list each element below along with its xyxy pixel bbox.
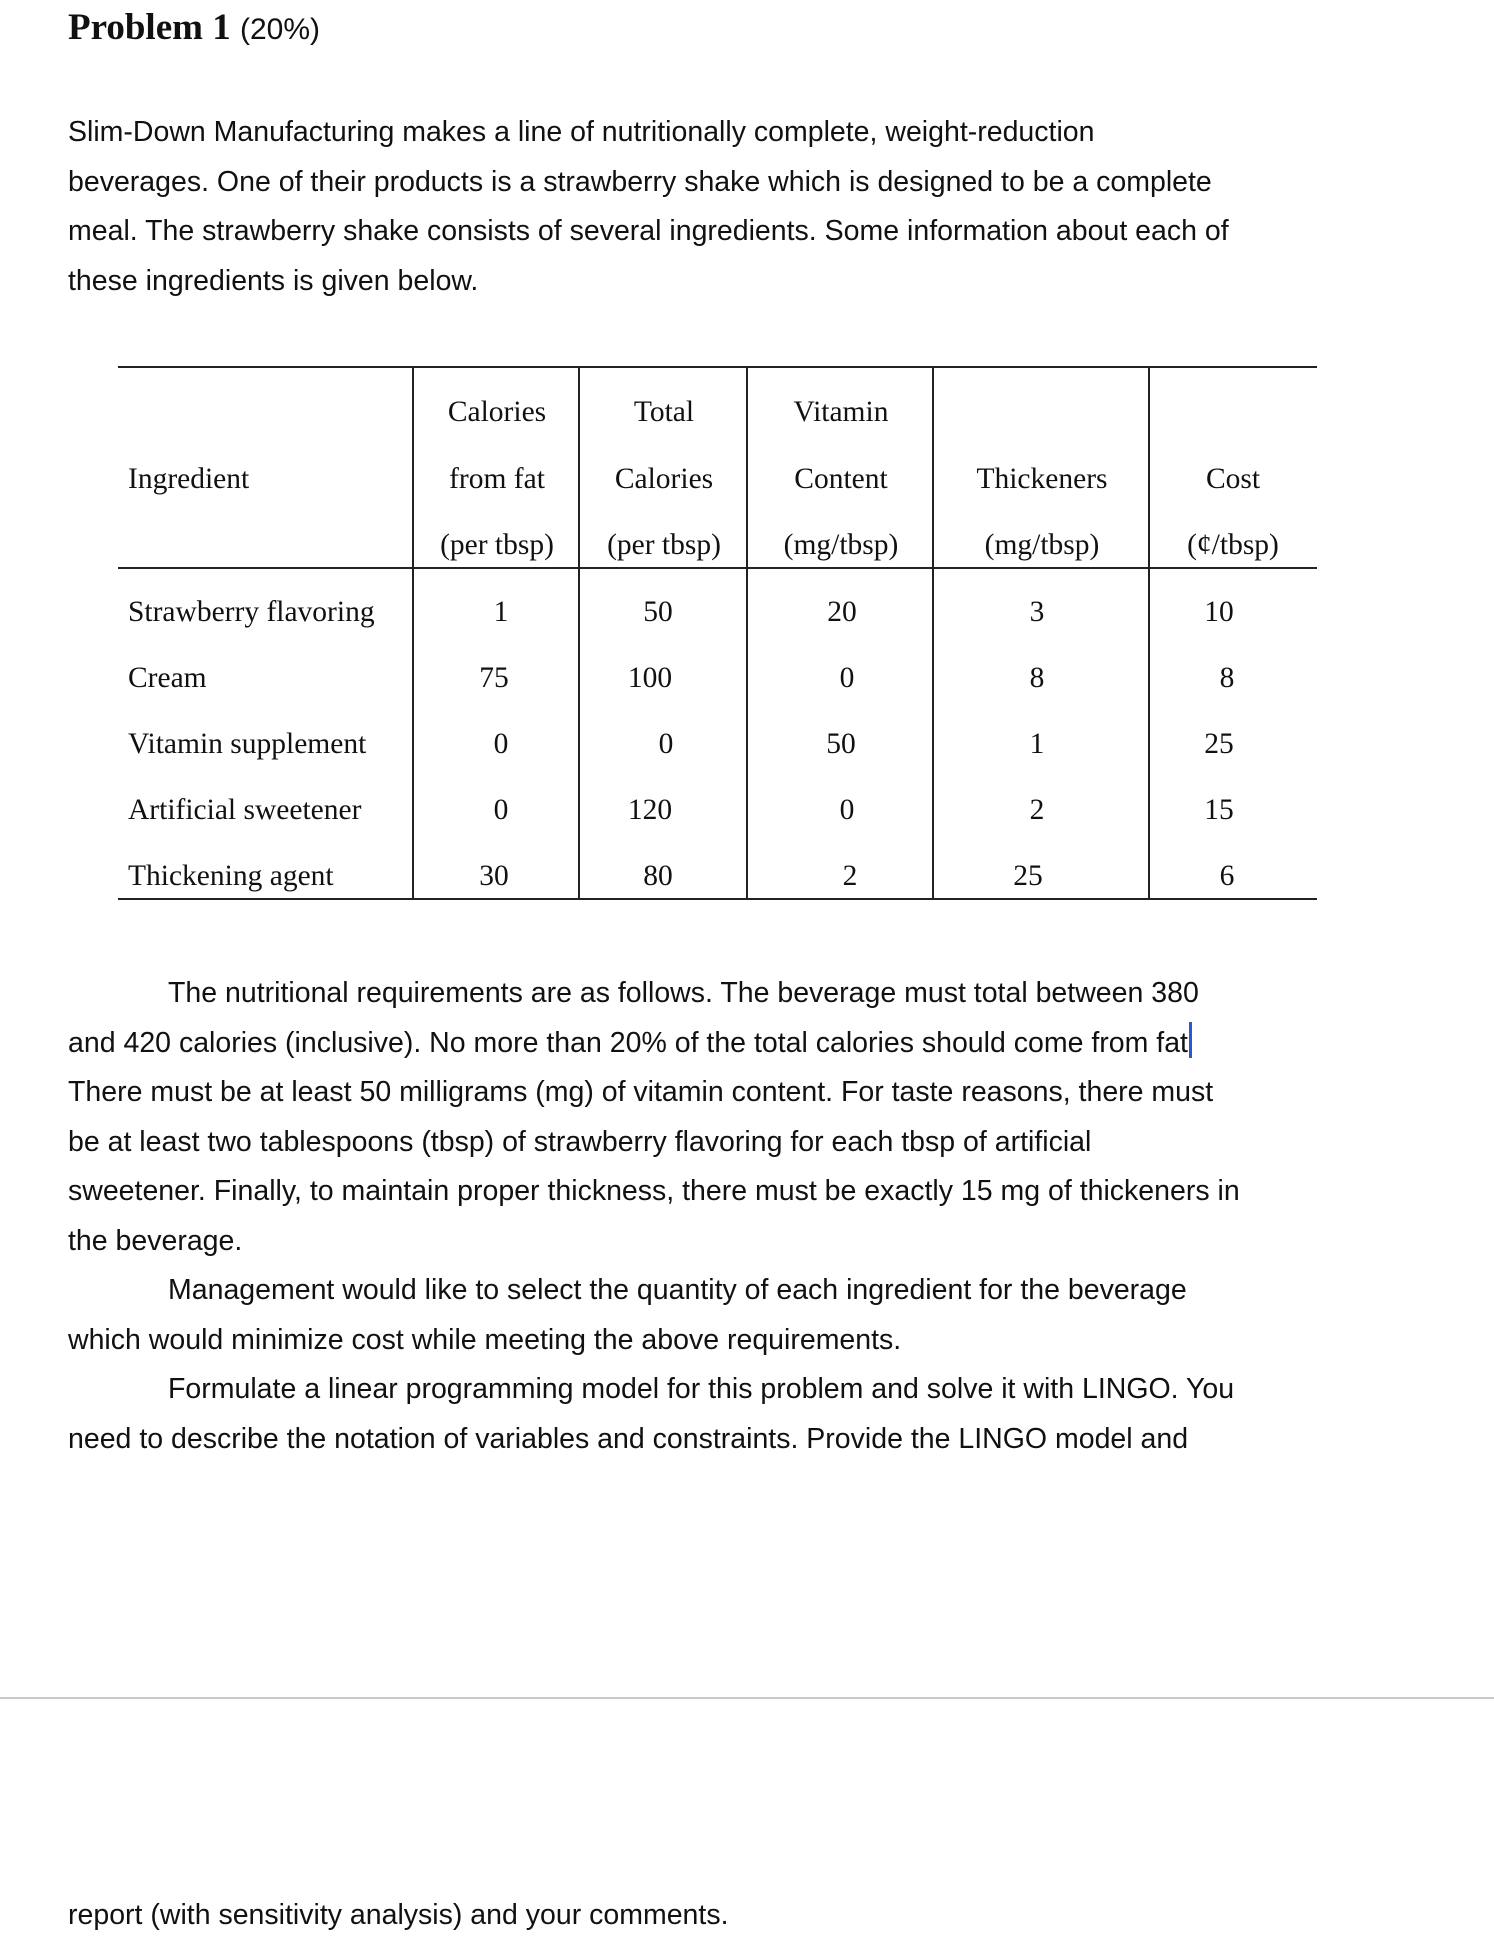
header-calories-from-fat: Calories: [447, 396, 547, 428]
requirements-line: be at least two tablespoons (tbsp) of strawberry flavoring for each tbsp of artificial: [68, 1125, 1092, 1158]
requirements-paragraph: [68, 969, 1368, 1464]
cell-total-calories: 50: [643, 596, 673, 628]
cell-ingredient: Cream: [128, 662, 207, 694]
management-line: which would minimize cost while meeting the above requirements.: [68, 1323, 902, 1356]
requirements-line-text: and 420 calories (inclusive). No more than 20% of the total calories should come from fat: [68, 1026, 1188, 1059]
management-line: Management would like to select the quantity of each ingredient for the beverage: [168, 1274, 1187, 1306]
intro-line: meal. The strawberry shake consists of several ingredients. Some information about each of: [68, 215, 1229, 247]
cell-total-calories: 80: [643, 860, 673, 892]
cell-ingredient: Artificial sweetener: [128, 794, 362, 826]
cell-thickeners: 8: [1029, 662, 1045, 694]
cell-cost: 15: [1204, 794, 1234, 826]
cell-total-calories: 0: [658, 728, 674, 760]
cell-cost: 8: [1219, 662, 1235, 694]
table-column-divider: [932, 366, 934, 900]
table-column-divider: [1148, 366, 1150, 900]
cell-vitamin-content: 0: [839, 794, 855, 826]
ingredient-table: [118, 366, 1317, 900]
cell-calories-from-fat: 0: [493, 728, 509, 760]
header-ingredient: Ingredient: [128, 463, 250, 495]
intro-line: beverages. One of their products is a strawberry shake which is designed to be a complete: [68, 165, 1212, 198]
cell-thickeners: 25: [1013, 860, 1043, 892]
cell-vitamin-content: 50: [826, 728, 856, 760]
header-total-calories: Calories: [614, 463, 714, 495]
cell-calories-from-fat: 0: [493, 794, 509, 826]
cell-ingredient: Thickening agent: [128, 860, 334, 892]
cell-cost: 10: [1204, 596, 1234, 628]
table-column-divider: [746, 366, 748, 900]
task-line: need to describe the notation of variables and constraints. Provide the LINGO model and: [68, 1422, 1189, 1455]
table-bottom-rule: [118, 898, 1317, 900]
cell-ingredient: Vitamin supplement: [128, 728, 367, 760]
cell-vitamin-content: 20: [827, 596, 857, 628]
cell-thickeners: 2: [1029, 794, 1045, 826]
problem-weight: (20%): [239, 13, 320, 46]
cell-total-calories: 100: [627, 662, 673, 694]
cell-ingredient: Strawberry flavoring: [128, 596, 375, 628]
cell-cost: 25: [1204, 728, 1234, 760]
requirements-line: [68, 1019, 1368, 1069]
cell-calories-from-fat: 75: [479, 662, 509, 694]
table-header-rule: [118, 567, 1317, 569]
continuation-line: report (with sensitivity analysis) and your comments.: [68, 1899, 729, 1931]
intro-line: these ingredients is given below.: [68, 264, 479, 297]
header-cost: (¢/tbsp): [1187, 529, 1279, 561]
intro-line: Slim-Down Manufacturing makes a line of nutritionally complete, weight-reduction: [68, 116, 1095, 148]
header-cost: Cost: [1205, 463, 1261, 495]
problem-title: [68, 6, 320, 49]
cell-total-calories: 120: [627, 794, 673, 826]
header-thickeners: Thickeners: [976, 463, 1108, 495]
requirements-line: The nutritional requirements are as follows. The beverage must total between 380: [168, 977, 1199, 1009]
cell-vitamin-content: 0: [839, 662, 855, 694]
requirements-line: There must be at least 50 milligrams (mg) of vitamin content. For taste reasons, there must: [68, 1076, 1214, 1108]
header-calories-from-fat: from fat: [449, 463, 545, 495]
cell-thickeners: 3: [1029, 596, 1045, 628]
header-vitamin-content: Vitamin: [793, 396, 889, 428]
problem-title-main: Problem 1: [68, 7, 231, 48]
cell-cost: 6: [1219, 860, 1235, 892]
header-vitamin-content: (mg/tbsp): [783, 529, 899, 561]
requirements-line: the beverage.: [68, 1224, 243, 1257]
text-cursor: [1189, 1022, 1192, 1058]
header-vitamin-content: Content: [794, 463, 888, 495]
header-calories-from-fat: (per tbsp): [440, 529, 554, 561]
page-break-divider: [0, 1697, 1494, 1699]
cell-calories-from-fat: 30: [479, 860, 509, 892]
table-column-divider: [578, 366, 580, 900]
requirements-line: sweetener. Finally, to maintain proper thickness, there must be exactly 15 mg of thickeners in: [68, 1175, 1240, 1207]
cell-vitamin-content: 2: [842, 860, 858, 892]
header-total-calories: Total: [633, 396, 695, 428]
cell-thickeners: 1: [1029, 728, 1045, 760]
cell-calories-from-fat: 1: [493, 596, 509, 628]
intro-paragraph: [68, 108, 1318, 306]
table-top-rule: [118, 366, 1317, 368]
header-total-calories: (per tbsp): [607, 529, 721, 561]
task-line: Formulate a linear programming model for this problem and solve it with LINGO. You: [168, 1373, 1235, 1405]
table-column-divider: [412, 366, 414, 900]
header-thickeners: (mg/tbsp): [984, 529, 1100, 561]
